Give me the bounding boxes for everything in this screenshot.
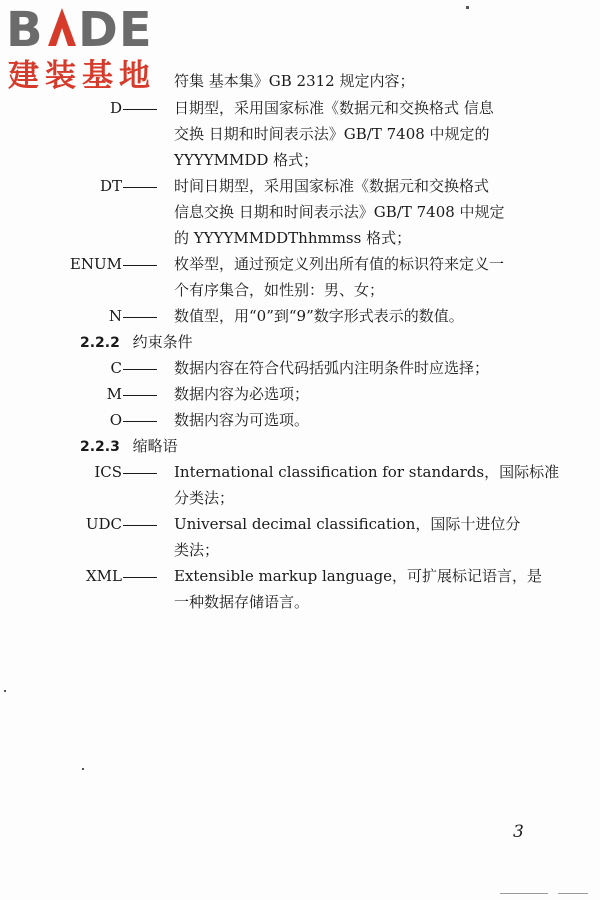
text-line: 数据内容为必选项； <box>174 385 310 403</box>
text-line: 类法； <box>174 541 220 559</box>
em-dash <box>123 395 157 396</box>
scan-speck <box>4 690 6 692</box>
em-dash <box>123 421 157 422</box>
svg-text:B: B <box>6 2 44 54</box>
term-label: UDC <box>85 515 122 533</box>
term-label: D <box>109 99 122 117</box>
text-line: 日期型，采用国家标准《数据元和交换格式 信息 <box>174 99 494 117</box>
em-dash <box>123 265 157 266</box>
definition-term-udc <box>86 514 158 534</box>
term-label: M <box>106 385 122 403</box>
text-line: 数据内容在符合代码括弧内注明条件时应选择； <box>174 359 490 377</box>
em-dash <box>123 369 157 370</box>
definition-term-ics <box>94 462 158 482</box>
scan-speck <box>466 6 469 9</box>
text-line: 交换 日期和时间表示法》GB/T 7408 中规定的 <box>174 125 490 143</box>
definition-term-enum <box>70 254 158 274</box>
text-line: 分类法； <box>174 489 235 507</box>
text-line: International classification for standards，国际标准 <box>174 463 560 481</box>
term-label: N <box>108 307 122 325</box>
definition-term-dt <box>100 176 158 196</box>
definition-term-d <box>110 98 158 118</box>
definition-term-o <box>110 410 158 430</box>
scan-edge-line <box>558 893 588 894</box>
section-number: 2.2.3 <box>80 439 120 455</box>
section-title: 缩略语 <box>132 437 178 455</box>
text-line: 信息交换 日期和时间表示法》GB/T 7408 中规定 <box>174 203 505 221</box>
text-line: 一种数据存储语言。 <box>174 593 310 611</box>
term-label: ENUM <box>69 255 122 273</box>
section-heading <box>80 436 178 457</box>
em-dash <box>123 109 157 110</box>
logo-subtitle: 建装基地 <box>8 58 156 94</box>
logo-wordmark-graphic <box>6 2 176 54</box>
text-line: 时间日期型，采用国家标准《数据元和交换格式 <box>174 177 490 195</box>
definition-term-c <box>111 358 158 378</box>
text-line: YYYYMMDD 格式； <box>174 151 319 169</box>
text-line: 符集 基本集》GB 2312 规定内容； <box>174 72 415 90</box>
section-number: 2.2.2 <box>80 335 120 351</box>
logo-wordmark <box>6 2 176 64</box>
text-line: 数值型，用“0”到“9”数字形式表示的数值。 <box>174 307 464 325</box>
watermark-logo <box>6 2 181 97</box>
em-dash <box>123 525 157 526</box>
scan-edge-line <box>500 893 548 894</box>
term-label: O <box>109 411 122 429</box>
svg-text:DE: DE <box>78 2 153 54</box>
section-title: 约束条件 <box>132 333 193 351</box>
section-heading <box>80 332 193 353</box>
term-label: C <box>110 359 122 377</box>
em-dash <box>123 473 157 474</box>
definition-term-n <box>109 306 158 326</box>
text-line: 的 YYYYMMDDThhmmss 格式； <box>174 229 412 247</box>
em-dash <box>123 577 157 578</box>
text-line: Extensible markup language，可扩展标记语言，是 <box>174 567 543 585</box>
text-line: 枚举型，通过预定义列出所有值的标识符来定义一 <box>174 255 505 273</box>
term-label: XML <box>86 567 122 585</box>
text-line: 数据内容为可选项。 <box>174 411 310 429</box>
term-label: ICS <box>94 463 122 481</box>
page-number: 3 <box>513 822 524 842</box>
scan-speck <box>82 768 84 770</box>
em-dash <box>123 187 157 188</box>
definition-term-xml <box>86 566 158 586</box>
definition-term-m <box>107 384 158 404</box>
em-dash <box>123 317 157 318</box>
text-line: 个有序集合，如性别：男、女； <box>174 281 385 299</box>
text-line: Universal decimal classification，国际十进位分 <box>174 515 521 533</box>
term-label: DT <box>99 177 122 195</box>
